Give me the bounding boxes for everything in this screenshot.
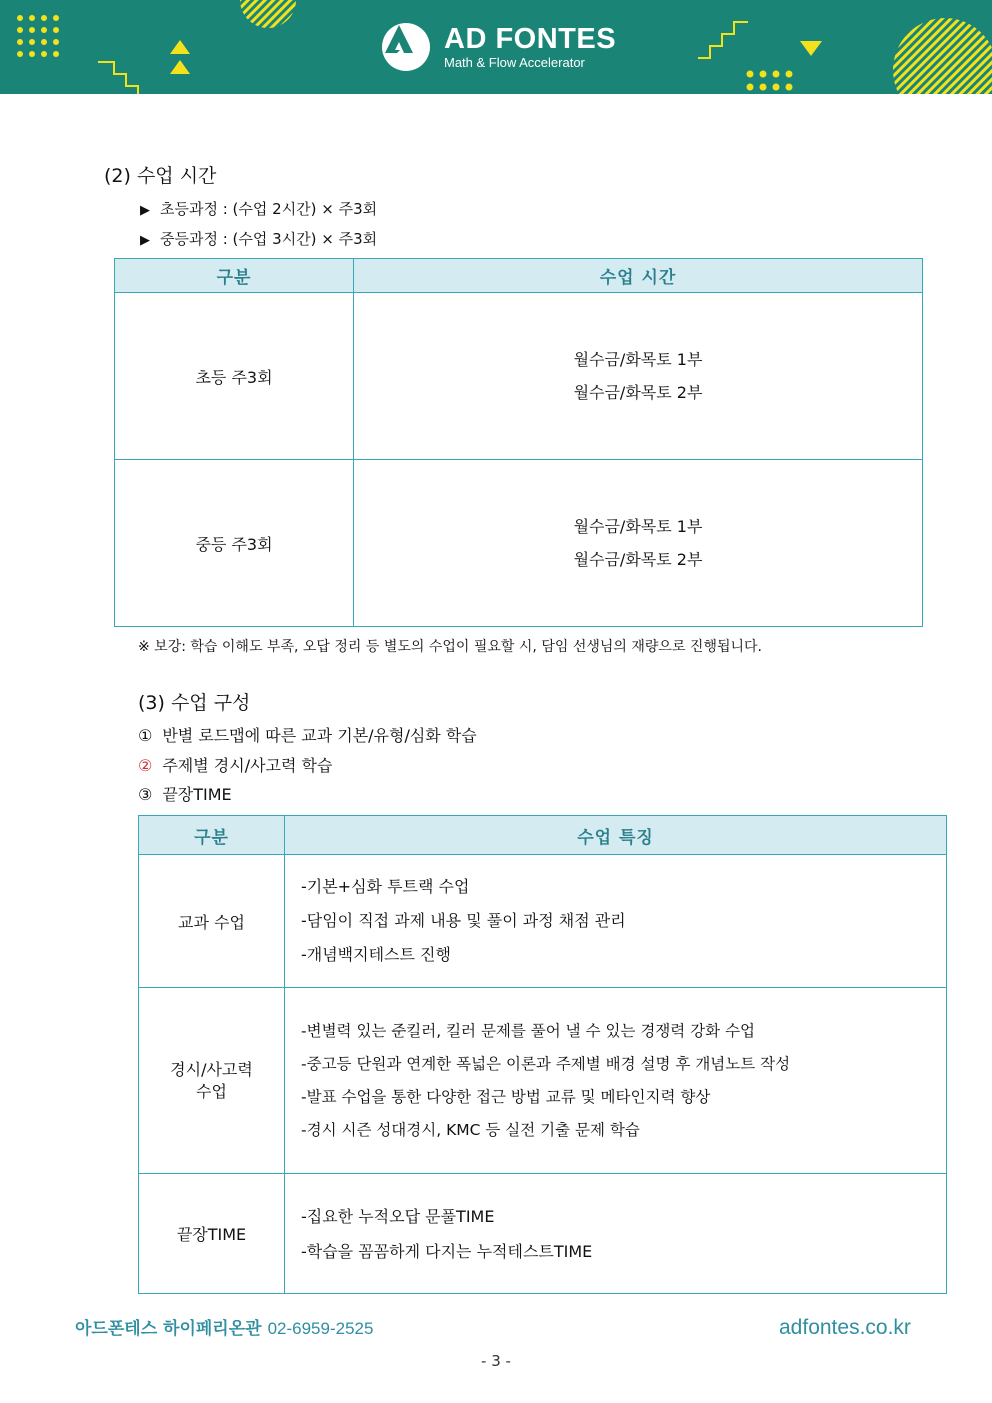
- row-label: 중등 주3회: [115, 460, 354, 627]
- feature-cell: -변별력 있는 준킬러, 킬러 문제를 풀어 낼 수 있는 경쟁력 강화 수업 -중고등 단원과 연계한 폭넓은 이론과 주제별 배경 설명 후 개념노트 작성 -발표 수업을 통한 다양한 접근 방법 교류 및 메타인지력 향상 -경시 시즌 성대경시, KMC 등 실전 기출 문제 학습: [285, 988, 947, 1174]
- brand-name: AD FONTES: [444, 22, 617, 55]
- footer-academy-name: 아드폰테스 하이페리온관: [75, 1319, 262, 1339]
- time-cell: 월수금/화목토 1부 월수금/화목토 2부: [354, 293, 923, 460]
- page-number: - 3 -: [481, 1352, 511, 1370]
- triangle-right-icon: ▶: [140, 233, 150, 248]
- table-row: [139, 1174, 947, 1294]
- bullet-middle: ▶ 중등과정 : (수업 3시간) × 주3회: [140, 229, 377, 251]
- table-header: 구분: [139, 816, 285, 855]
- class-features-table: [138, 815, 947, 1294]
- row-label: 경시/사고력 수업: [139, 988, 285, 1174]
- table-row: [139, 988, 947, 1174]
- header-banner: [0, 0, 992, 94]
- section-title-class-time: (2) 수업 시간: [104, 165, 217, 187]
- dot-grid-left: [17, 15, 59, 57]
- time-cell: 월수금/화목토 1부 월수금/화목토 2부: [354, 460, 923, 627]
- row-label: 초등 주3회: [115, 293, 354, 460]
- table-row: [115, 293, 923, 460]
- footer-contact: [75, 1318, 373, 1340]
- row-label: 끝장TIME: [139, 1174, 285, 1294]
- table-row: [115, 460, 923, 627]
- table-header: 수업 특징: [285, 816, 947, 855]
- class-time-table: [114, 258, 923, 627]
- bullet-elementary: ▶ 초등과정 : (수업 2시간) × 주3회: [140, 199, 377, 221]
- feature-cell: -집요한 누적오답 문풀TIME -학습을 꼼꼼하게 다지는 누적테스트TIME: [285, 1174, 947, 1294]
- brand: [382, 22, 616, 72]
- table-header: 구분: [115, 259, 354, 293]
- list-item: ③ 끝장TIME: [138, 785, 232, 804]
- makeup-note: ※ 보강: 학습 이해도 부족, 오답 정리 등 별도의 수업이 필요할 시, 담임 선생님의 재량으로 진행됩니다.: [138, 639, 762, 655]
- row-label: 교과 수업: [139, 855, 285, 988]
- logo-icon: [382, 23, 430, 71]
- section-title-class-structure: (3) 수업 구성: [138, 692, 251, 714]
- triangle-right-icon: ▶: [140, 203, 150, 218]
- list-item: ② 주제별 경시/사고력 학습: [138, 756, 333, 775]
- footer-phone: 02-6959-2525: [267, 1319, 374, 1338]
- table-row: [139, 855, 947, 988]
- list-item: ① 반별 로드맵에 따른 교과 기본/유형/심화 학습: [138, 726, 477, 745]
- feature-cell: -기본+심화 투트랙 수업 -담임이 직접 과제 내용 및 풀이 과정 채점 관리 -개념백지테스트 진행: [285, 855, 947, 988]
- brand-tagline: Math & Flow Accelerator: [444, 54, 585, 70]
- table-header: 수업 시간: [354, 259, 923, 293]
- footer-website: adfontes.co.kr: [779, 1316, 911, 1339]
